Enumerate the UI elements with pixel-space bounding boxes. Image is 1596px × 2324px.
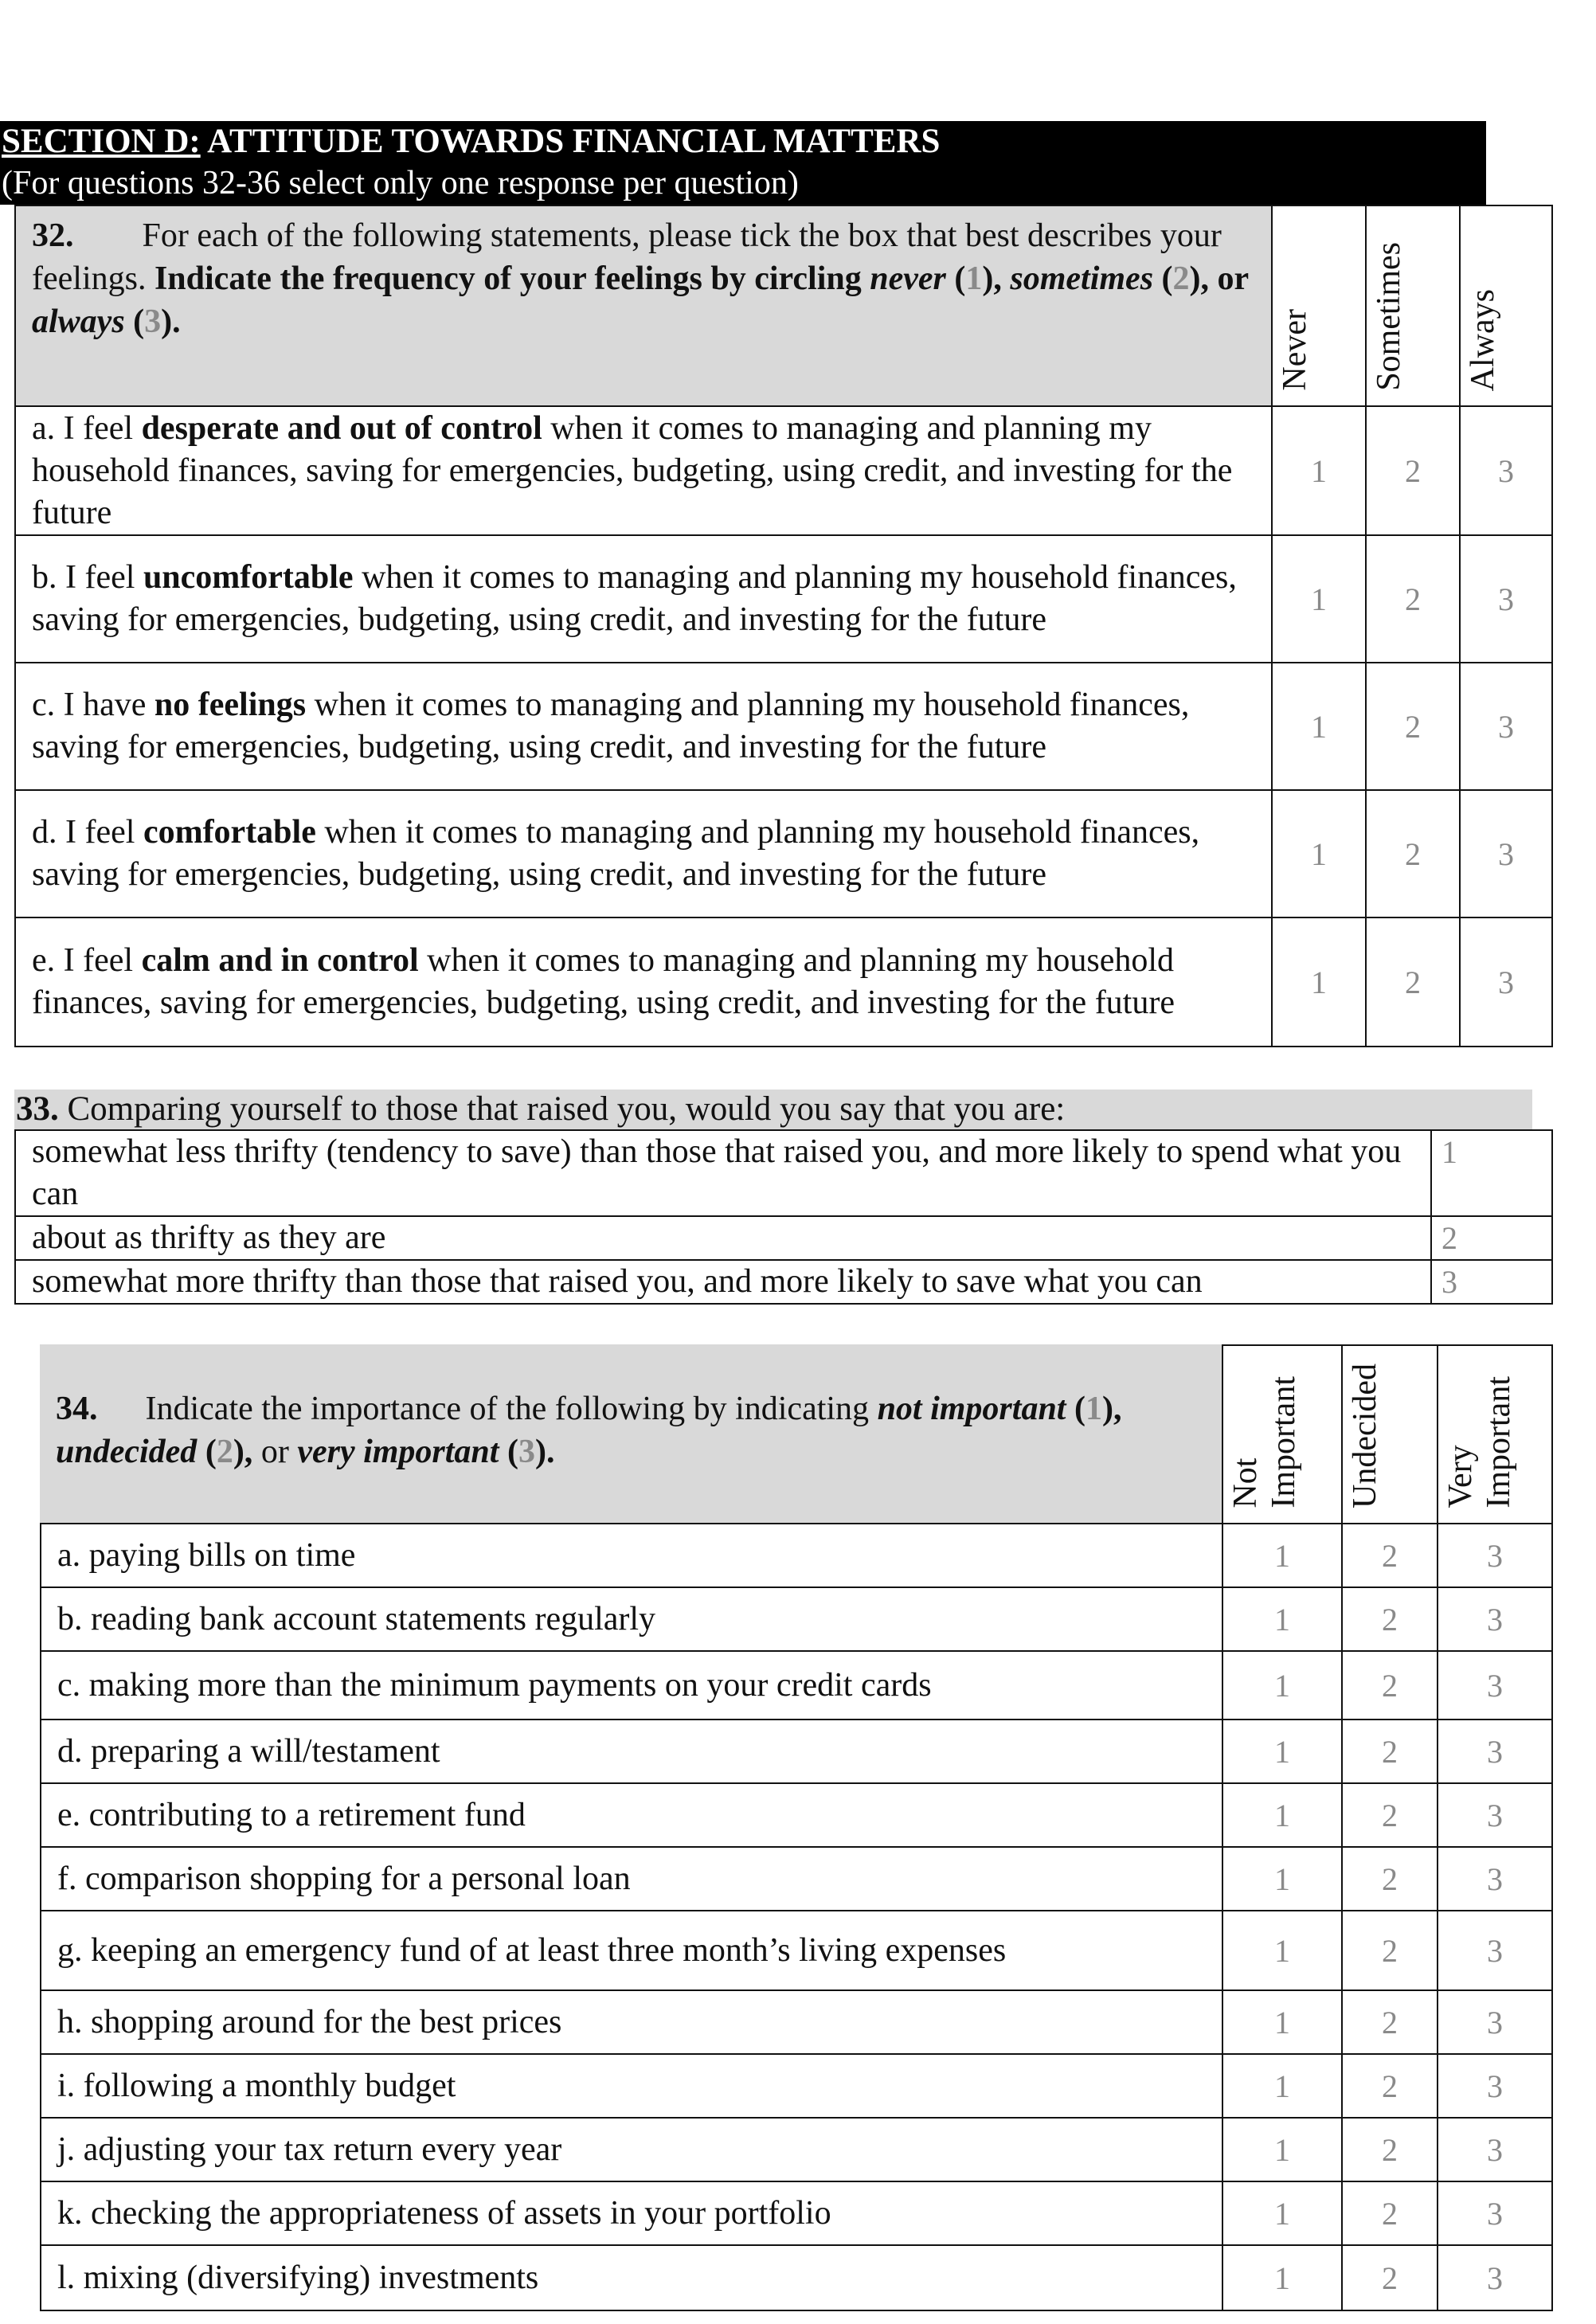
- q34-option-1[interactable]: 1: [1222, 2181, 1342, 2245]
- q34-row: [41, 1911, 1552, 1990]
- q32-col-always: Always: [1460, 205, 1552, 406]
- q33-prompt: 33. Comparing yourself to those that raised you, would you say that you are:: [14, 1090, 1532, 1129]
- q34-option-1[interactable]: 1: [1222, 1783, 1342, 1847]
- q32-option-3[interactable]: 3: [1460, 790, 1552, 917]
- section-instruction: (For questions 32-36 select only one response per question): [2, 165, 799, 201]
- section-header: [0, 121, 1486, 205]
- q34-option-3[interactable]: 3: [1438, 2181, 1552, 2245]
- q34-item: b. reading bank account statements regularly: [41, 1587, 1222, 1651]
- q34-option-2[interactable]: 2: [1342, 2245, 1438, 2310]
- q34-option-2[interactable]: 2: [1342, 1911, 1438, 1990]
- q34-option-3[interactable]: 3: [1438, 2245, 1552, 2310]
- q33-option-1[interactable]: somewhat less thrifty (tendency to save) than those that raised you, and more likely to spend what you can: [15, 1130, 1431, 1216]
- q34-option-1[interactable]: 1: [1222, 2118, 1342, 2181]
- q32-option-2[interactable]: 2: [1366, 790, 1460, 917]
- q32-table: [14, 205, 1553, 1047]
- q34-option-2[interactable]: 2: [1342, 1524, 1438, 1587]
- q33-code-3[interactable]: 3: [1431, 1260, 1552, 1304]
- q34-option-2[interactable]: 2: [1342, 1783, 1438, 1847]
- q34-row: [41, 2118, 1552, 2181]
- q32-option-2[interactable]: 2: [1366, 663, 1460, 790]
- q32-row: [15, 406, 1552, 535]
- q32-statement: a. I feel desperate and out of control when it comes to managing and planning my household finances, saving for emergencies, budgeting, using credit, and investing for the future: [15, 406, 1272, 535]
- q32-option-3[interactable]: 3: [1460, 663, 1552, 790]
- q34-row: [41, 2245, 1552, 2310]
- q34-row: [41, 1847, 1552, 1911]
- q34-option-2[interactable]: 2: [1342, 1720, 1438, 1783]
- q34-option-1[interactable]: 1: [1222, 1524, 1342, 1587]
- q32-statement: e. I feel calm and in control when it comes to managing and planning my household finances, saving for emergencies, budgeting, using credit, and investing for the future: [15, 917, 1272, 1047]
- q34-option-3[interactable]: 3: [1438, 1720, 1552, 1783]
- q34-option-3[interactable]: 3: [1438, 1651, 1552, 1720]
- q34-option-3[interactable]: 3: [1438, 1587, 1552, 1651]
- q32-option-1[interactable]: 1: [1272, 917, 1366, 1047]
- q32-row: [15, 535, 1552, 663]
- q34-row: [41, 2054, 1552, 2118]
- q32-option-2[interactable]: 2: [1366, 535, 1460, 663]
- q34-option-1[interactable]: 1: [1222, 1911, 1342, 1990]
- q34-item: a. paying bills on time: [41, 1524, 1222, 1587]
- q34-option-3[interactable]: 3: [1438, 1847, 1552, 1911]
- q34-option-3[interactable]: 3: [1438, 2118, 1552, 2181]
- q34-option-1[interactable]: 1: [1222, 2245, 1342, 2310]
- q34-row: [41, 1651, 1552, 1720]
- q34-option-2[interactable]: 2: [1342, 1990, 1438, 2054]
- q34-row: [41, 1587, 1552, 1651]
- q34-table: [40, 1344, 1553, 2311]
- q34-option-1[interactable]: 1: [1222, 1587, 1342, 1651]
- q34-header-spacer: [41, 1345, 1222, 1524]
- q33-code-2[interactable]: 2: [1431, 1216, 1552, 1260]
- q34-option-2[interactable]: 2: [1342, 2181, 1438, 2245]
- section-title: SECTION D: ATTITUDE TOWARDS FINANCIAL MATTERS: [2, 123, 941, 160]
- q34-row: [41, 1783, 1552, 1847]
- q32-option-1[interactable]: 1: [1272, 535, 1366, 663]
- q32-statement: c. I have no feelings when it comes to managing and planning my household finances, saving for emergencies, budgeting, using credit, and investing for the future: [15, 663, 1272, 790]
- q34-item: d. preparing a will/testament: [41, 1720, 1222, 1783]
- q33-option-3[interactable]: somewhat more thrifty than those that raised you, and more likely to save what you can: [15, 1260, 1431, 1304]
- q32-option-3[interactable]: 3: [1460, 406, 1552, 535]
- q34-col-not-important: Not Important: [1222, 1345, 1342, 1524]
- q32-option-2[interactable]: 2: [1366, 917, 1460, 1047]
- q32-row: [15, 663, 1552, 790]
- q34-option-1[interactable]: 1: [1222, 2054, 1342, 2118]
- q32-prompt: 32. For each of the following statements, please tick the box that best describes your feelings. Indicate the frequency of your feelings by circling never (1), sometimes (2), or always (3).: [15, 205, 1272, 406]
- q32-row: [15, 917, 1552, 1047]
- q34-col-very-important: Very Important: [1438, 1345, 1552, 1524]
- q34-item: g. keeping an emergency fund of at least three month’s living expenses: [41, 1911, 1222, 1990]
- q34-option-2[interactable]: 2: [1342, 1847, 1438, 1911]
- q34-option-3[interactable]: 3: [1438, 1783, 1552, 1847]
- q32-option-3[interactable]: 3: [1460, 917, 1552, 1047]
- q34-row: [41, 1524, 1552, 1587]
- q34-option-3[interactable]: 3: [1438, 1524, 1552, 1587]
- q32-row: [15, 790, 1552, 917]
- q34-option-2[interactable]: 2: [1342, 1651, 1438, 1720]
- q32-col-sometimes: Sometimes: [1366, 205, 1460, 406]
- q32-option-3[interactable]: 3: [1460, 535, 1552, 663]
- q32-option-2[interactable]: 2: [1366, 406, 1460, 535]
- q33-code-1[interactable]: 1: [1431, 1130, 1552, 1216]
- q34-item: i. following a monthly budget: [41, 2054, 1222, 2118]
- q32-col-never: Never: [1272, 205, 1366, 406]
- q34-prompt: 34. Indicate the importance of the following by indicating not important (1), undecided (2), or very important (3).: [56, 1391, 1122, 1470]
- q33-option-2[interactable]: about as thrifty as they are: [15, 1216, 1431, 1260]
- q34-row: [41, 1990, 1552, 2054]
- q32-statement: d. I feel comfortable when it comes to managing and planning my household finances, saving for emergencies, budgeting, using credit, and investing for the future: [15, 790, 1272, 917]
- q34-item: k. checking the appropriateness of assets in your portfolio: [41, 2181, 1222, 2245]
- q34-option-3[interactable]: 3: [1438, 1911, 1552, 1990]
- q34-option-2[interactable]: 2: [1342, 1587, 1438, 1651]
- q32-option-1[interactable]: 1: [1272, 790, 1366, 917]
- q34-option-2[interactable]: 2: [1342, 2118, 1438, 2181]
- q34-item: h. shopping around for the best prices: [41, 1990, 1222, 2054]
- q34-item: e. contributing to a retirement fund: [41, 1783, 1222, 1847]
- q34-item: f. comparison shopping for a personal loan: [41, 1847, 1222, 1911]
- q32-option-1[interactable]: 1: [1272, 406, 1366, 535]
- q34-option-1[interactable]: 1: [1222, 1651, 1342, 1720]
- q34-item: l. mixing (diversifying) investments: [41, 2245, 1222, 2310]
- q32-statement: b. I feel uncomfortable when it comes to managing and planning my household finances, saving for emergencies, budgeting, using credit, and investing for the future: [15, 535, 1272, 663]
- q32-option-1[interactable]: 1: [1272, 663, 1366, 790]
- q34-row: [41, 2181, 1552, 2245]
- q34-option-3[interactable]: 3: [1438, 1990, 1552, 2054]
- q34-option-3[interactable]: 3: [1438, 2054, 1552, 2118]
- q34-option-1[interactable]: 1: [1222, 1847, 1342, 1911]
- q34-option-2[interactable]: 2: [1342, 2054, 1438, 2118]
- q34-col-undecided: Undecided: [1342, 1345, 1438, 1524]
- q34-item: j. adjusting your tax return every year: [41, 2118, 1222, 2181]
- q33-table: [14, 1129, 1553, 1305]
- q34-row: [41, 1720, 1552, 1783]
- q34-option-1[interactable]: 1: [1222, 1990, 1342, 2054]
- q34-item: c. making more than the minimum payments on your credit cards: [41, 1651, 1222, 1720]
- q34-option-1[interactable]: 1: [1222, 1720, 1342, 1783]
